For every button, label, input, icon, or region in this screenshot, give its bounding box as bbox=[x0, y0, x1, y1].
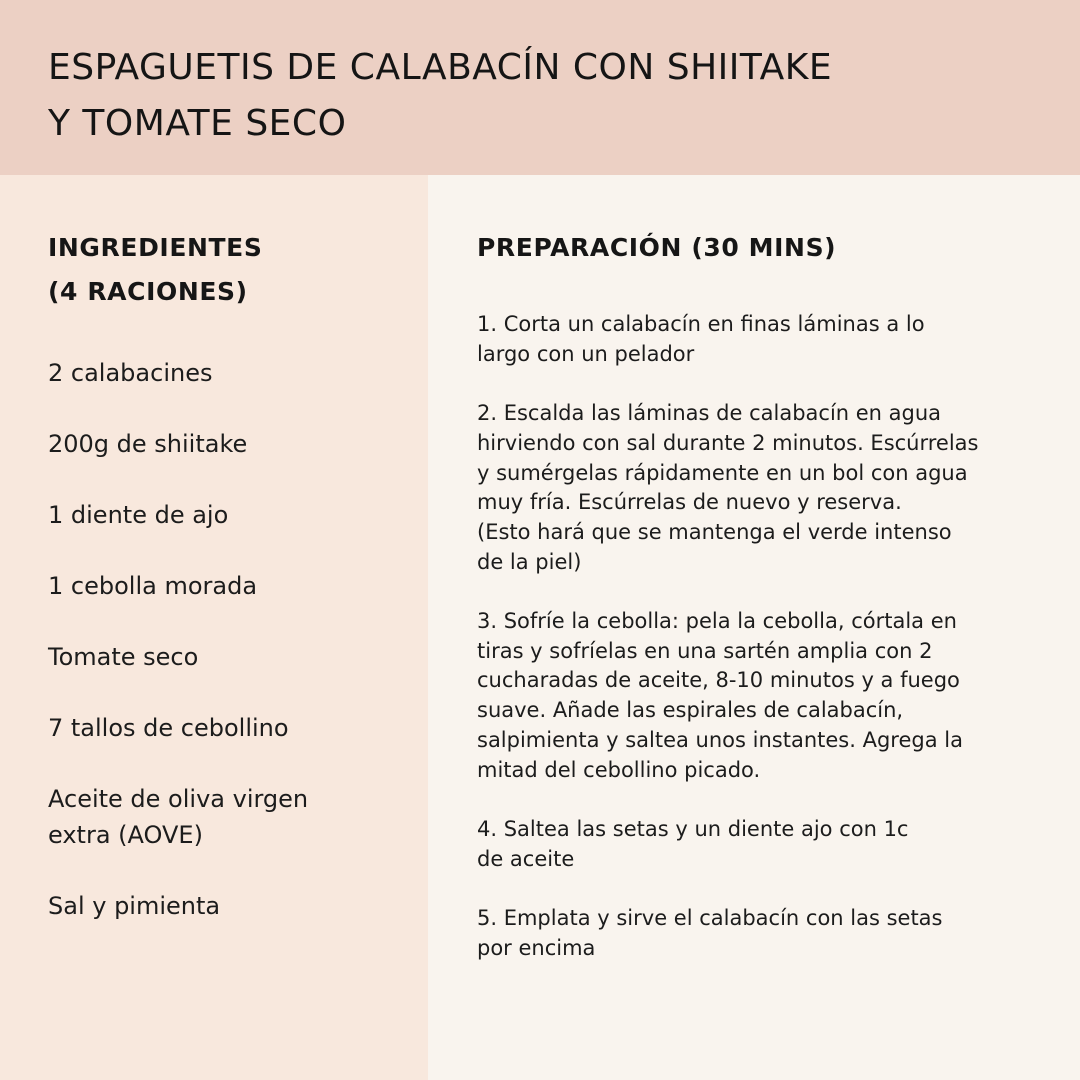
step-text-line: 3. Sofríe la cebolla: pela la cebolla, córtala en bbox=[477, 609, 957, 633]
ingredient-item bbox=[48, 639, 408, 675]
recipe-title bbox=[48, 40, 832, 152]
ingredients-list bbox=[48, 355, 408, 959]
step-text-line: (Esto hará que se mantenga el verde intenso bbox=[477, 519, 952, 544]
preparation-steps bbox=[477, 310, 1037, 993]
step-text-line: suave. Añade las espirales de calabacín, bbox=[477, 698, 904, 723]
ingredient-text: 200g de shiitake bbox=[48, 430, 248, 458]
step-text-line: 5. Emplata y sirve el calabacín con las setas bbox=[477, 906, 943, 930]
ingredient-text: Tomate seco bbox=[48, 643, 199, 671]
preparation-panel bbox=[428, 175, 1080, 1080]
ingredients-panel bbox=[0, 175, 428, 1080]
preparation-step bbox=[477, 815, 1037, 874]
ingredient-item bbox=[48, 355, 408, 391]
step-text-line: salpimienta y saltea unos instantes. Agrega la bbox=[477, 727, 963, 752]
recipe-header bbox=[0, 0, 1080, 175]
ingredient-item bbox=[48, 497, 408, 533]
step-text-line: 2. Escalda las láminas de calabacín en agua bbox=[477, 401, 942, 426]
ingredient-text: 7 tallos de cebollino bbox=[48, 714, 289, 742]
step-text-line: 1. Corta un calabacín en finas láminas a lo bbox=[477, 312, 925, 336]
step-text-line: y sumérgelas rápidamente en un bol con agua bbox=[477, 460, 968, 485]
recipe-title-line-1: ESPAGUETIS DE CALABACÍN CON SHIITAKE bbox=[48, 47, 833, 88]
step-text-line: de la piel) bbox=[477, 549, 582, 574]
step-text-line: hirviendo con sal durante 2 minutos. Escúrrelas bbox=[477, 430, 979, 455]
ingredient-text: 1 diente de ajo bbox=[48, 501, 229, 529]
ingredients-heading-line-2: (4 RACIONES) bbox=[48, 277, 248, 306]
preparation-step bbox=[477, 607, 1037, 785]
ingredients-heading-line-1: INGREDIENTES bbox=[48, 233, 263, 262]
ingredients-heading bbox=[48, 226, 262, 314]
step-text-line: 4. Saltea las setas y un diente ajo con 1c bbox=[477, 816, 909, 841]
ingredient-item bbox=[48, 568, 408, 604]
ingredient-item bbox=[48, 710, 408, 746]
preparation-step bbox=[477, 904, 1037, 963]
step-text-line: muy fría. Escúrrelas de nuevo y reserva. bbox=[477, 490, 902, 515]
ingredient-text: 1 cebolla morada bbox=[48, 572, 258, 600]
ingredient-item bbox=[48, 781, 408, 853]
preparation-step bbox=[477, 310, 1037, 369]
ingredient-text: extra (AOVE) bbox=[48, 821, 203, 849]
ingredient-text: Sal y pimienta bbox=[48, 892, 221, 920]
preparation-heading: PREPARACIÓN (30 MINS) bbox=[477, 233, 837, 262]
step-text-line: cucharadas de aceite, 8-10 minutos y a fuego bbox=[477, 668, 960, 693]
step-text-line: por encima bbox=[477, 935, 596, 960]
ingredient-text: 2 calabacines bbox=[48, 359, 213, 387]
step-text-line: de aceite bbox=[477, 846, 575, 871]
preparation-step bbox=[477, 399, 1037, 577]
recipe-title-line-2: Y TOMATE SECO bbox=[48, 103, 347, 144]
step-text-line: tiras y sofríelas en una sartén amplia con 2 bbox=[477, 638, 933, 663]
ingredient-item bbox=[48, 426, 408, 462]
step-text-line: largo con un pelador bbox=[477, 341, 695, 366]
ingredient-item bbox=[48, 888, 408, 924]
step-text-line: mitad del cebollino picado. bbox=[477, 757, 761, 782]
ingredient-text: Aceite de oliva virgen bbox=[48, 785, 309, 813]
